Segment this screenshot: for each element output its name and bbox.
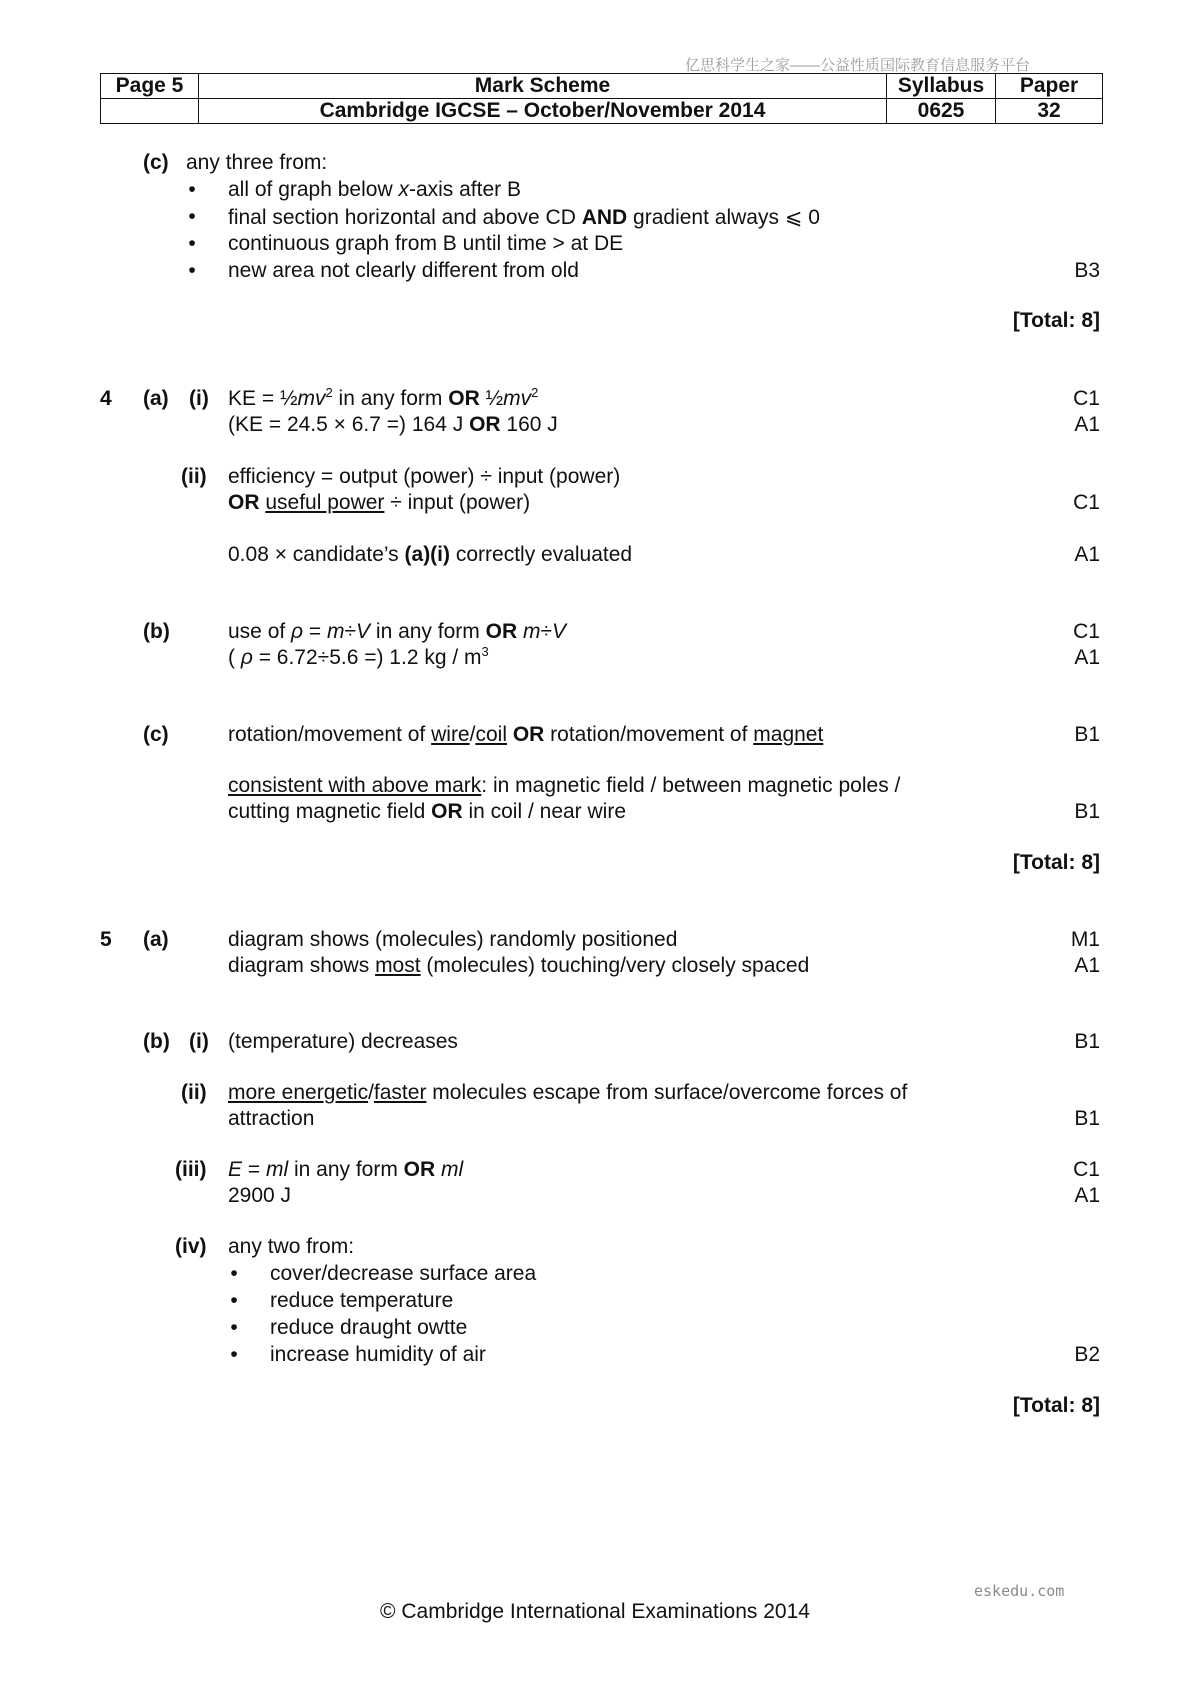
document-title: Mark Scheme	[199, 74, 887, 99]
q5a-line-2: diagram shows most (molecules) touching/very closely spaced	[228, 954, 810, 977]
q4a-i-line-2: (KE = 24.5 × 6.7 =) 164 J OR 160 J	[228, 413, 558, 436]
q5b-ii-line-1: more energetic/faster molecules escape from surface/overcome forces of	[228, 1081, 908, 1104]
q5b-iv-bullet-4: increase humidity of air	[270, 1343, 486, 1366]
bullet-icon: •	[230, 1316, 238, 1339]
q4a-i-mark-2: A1	[1074, 413, 1100, 436]
site-watermark: eskedu.com	[974, 1582, 1065, 1600]
q5b-ii-mark: B1	[1074, 1107, 1100, 1130]
q3c-bullet-1: all of graph below x-axis after B	[228, 178, 521, 201]
q4c-line-2: consistent with above mark: in magnetic field / between magnetic poles /	[228, 774, 901, 797]
q3c-mark: B3	[1074, 259, 1100, 282]
q4a-ii-line-3: 0.08 × candidate’s (a)(i) correctly evaluated	[228, 543, 633, 566]
header-table	[100, 73, 1103, 124]
q5b-iii-line-1: E = ml in any form OR ml	[228, 1158, 464, 1181]
q4c-mark-2: B1	[1074, 800, 1100, 823]
syllabus-label: Syllabus	[887, 74, 996, 99]
q4b-line-1: use of ρ = m÷V in any form OR m÷V	[228, 620, 566, 643]
bullet-icon: •	[230, 1343, 238, 1366]
q5a-label: (a)	[143, 928, 169, 951]
q5b-iv-label: (iv)	[175, 1235, 207, 1258]
q5b-iii-line-2: 2900 J	[228, 1184, 292, 1207]
q5b-iii-label: (iii)	[175, 1158, 207, 1181]
q5b-iii-mark-2: A1	[1074, 1184, 1100, 1207]
paper-label: Paper	[996, 74, 1103, 99]
q5b-iv-intro: any two from:	[228, 1235, 355, 1258]
q4c-line-3: cutting magnetic field OR in coil / near wire	[228, 800, 627, 823]
q5b-iv-bullet-2: reduce temperature	[270, 1289, 454, 1312]
exam-subtitle: Cambridge IGCSE – October/November 2014	[199, 99, 887, 124]
q5b-i-text: (temperature) decreases	[228, 1030, 458, 1053]
q3c-intro: any three from:	[186, 151, 328, 174]
q5-number: 5	[100, 928, 112, 951]
q4a-i-line-1: KE = $\frac{1}{2}mv^2$ in any form OR $\frac{1}{2}mv^2$	[228, 385, 539, 410]
q4-number: 4	[100, 387, 112, 410]
q5b-iv-bullet-3: reduce draught owtte	[270, 1316, 468, 1339]
q5-total: [Total: 8]	[1012, 1394, 1100, 1417]
q5b-i-mark: B1	[1074, 1030, 1100, 1053]
q4c-line-1: rotation/movement of wire/coil OR rotation/movement of magnet	[228, 723, 824, 746]
q4c-mark-1: B1	[1074, 723, 1100, 746]
q4b-line-2: ( ρ = 6.72÷5.6 =) 1.2 kg / $m^3$	[228, 644, 489, 669]
paper-number: 32	[996, 99, 1103, 124]
q4a-ii-label: (ii)	[181, 465, 207, 488]
q3c-bullet-4: new area not clearly different from old	[228, 259, 579, 282]
q4c-label: (c)	[143, 723, 169, 746]
q5a-line-1: diagram shows (molecules) randomly positioned	[228, 928, 678, 951]
q3-total: [Total: 8]	[1012, 309, 1100, 332]
q3c-bullet-3: continuous graph from B until time > at DE	[228, 232, 624, 255]
q3c-bullet-2: final section horizontal and above CD AND gradient always ⩽ 0	[228, 206, 820, 229]
q4a-ii-mark-1: C1	[1073, 491, 1100, 514]
q5b-iii-mark-1: C1	[1073, 1158, 1100, 1181]
bullet-icon: •	[188, 259, 196, 282]
q4-total: [Total: 8]	[1012, 851, 1100, 874]
q4a-ii-mark-2: A1	[1074, 543, 1100, 566]
page-number: Page 5	[101, 74, 199, 99]
bullet-icon: •	[188, 205, 196, 228]
syllabus-code: 0625	[887, 99, 996, 124]
bullet-icon: •	[230, 1289, 238, 1312]
q4a-i-label: (i)	[189, 387, 209, 410]
q4a-label: (a)	[143, 387, 169, 410]
q5a-mark-1: M1	[1070, 928, 1100, 951]
q5b-ii-label: (ii)	[181, 1081, 207, 1104]
q5b-i-label: (i)	[189, 1030, 209, 1053]
watermark-text: 亿思科学生之家——公益性质国际教育信息服务平台	[685, 57, 1031, 74]
bullet-icon: •	[188, 232, 196, 255]
q4b-mark-1: C1	[1073, 620, 1100, 643]
q3c-label: (c)	[143, 151, 169, 174]
bullet-icon: •	[188, 178, 196, 201]
q5b-label: (b)	[143, 1030, 170, 1053]
bullet-icon: •	[230, 1262, 238, 1285]
q5b-ii-line-2: attraction	[228, 1107, 315, 1130]
q4b-label: (b)	[143, 620, 170, 643]
q4b-mark-2: A1	[1074, 646, 1100, 669]
q5a-mark-2: A1	[1074, 954, 1100, 977]
q5b-iv-mark: B2	[1074, 1343, 1100, 1366]
q5b-iv-bullet-1: cover/decrease surface area	[270, 1262, 537, 1285]
q4a-ii-line-1: efficiency = output (power) ÷ input (power)	[228, 465, 621, 488]
copyright-footer: © Cambridge International Examinations 2014	[380, 1600, 810, 1623]
q4a-ii-line-2: OR useful power ÷ input (power)	[228, 491, 531, 514]
q4a-i-mark-1: C1	[1073, 387, 1100, 410]
